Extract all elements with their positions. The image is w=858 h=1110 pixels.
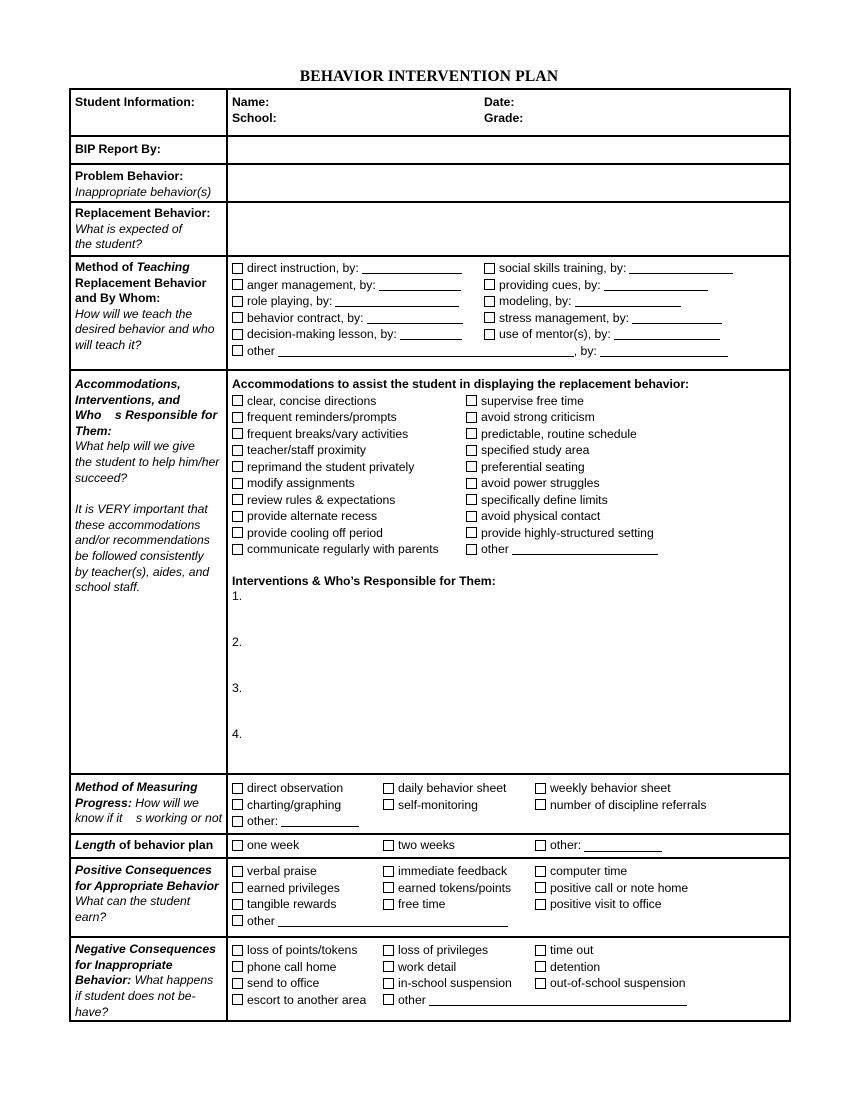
accommodations-note-1: It is VERY important that [75, 502, 208, 517]
replacement-behavior-sub-2: the student? [75, 237, 143, 252]
measuring-option[interactable]: daily behavior sheet [383, 780, 535, 797]
accommodations-note-2: these accommodations [75, 517, 201, 532]
checkbox[interactable] [383, 783, 394, 794]
checkbox[interactable] [232, 994, 243, 1005]
checkbox[interactable] [232, 412, 243, 423]
checkbox[interactable] [383, 799, 394, 810]
measuring-option[interactable]: charting/graphing [232, 797, 383, 814]
bip-report-field[interactable] [227, 136, 790, 164]
measuring-row [70, 774, 790, 834]
accommodations-sub-3: succeed? [75, 470, 128, 485]
negative-option[interactable]: detention [535, 959, 785, 976]
checkbox[interactable] [232, 783, 243, 794]
measuring-label-b: Measuring [136, 780, 198, 795]
intervention-line-1[interactable]: 1. [232, 589, 243, 604]
school-field[interactable]: School: [232, 110, 277, 125]
checkbox[interactable] [232, 279, 243, 290]
bip-report-label: BIP Report By: [75, 142, 161, 156]
accommodation-option[interactable]: supervise free time [466, 393, 785, 410]
accommodation-option[interactable]: specified study area [466, 442, 785, 459]
checkbox[interactable] [535, 882, 546, 893]
blank-line[interactable] [629, 262, 733, 274]
blank-line[interactable] [335, 295, 459, 307]
method-option[interactable]: direct instruction, by: [232, 260, 484, 277]
checkbox[interactable] [232, 945, 243, 956]
method-option[interactable]: decision-making lesson, by: [232, 326, 484, 343]
checkbox[interactable] [383, 961, 394, 972]
method-option[interactable]: behavior contract, by: [232, 310, 484, 327]
blank-line[interactable] [600, 345, 728, 357]
measuring-label-2a: Progress: [75, 795, 132, 810]
checkbox[interactable] [466, 527, 477, 538]
length-option[interactable]: one week [232, 838, 383, 854]
method-sub-2: desired behavior and who [75, 322, 215, 337]
method-other-option[interactable]: other , by: [232, 343, 785, 360]
checkbox[interactable] [232, 478, 243, 489]
negative-label-3b: What happens [131, 973, 214, 988]
negative-option[interactable]: out-of-school suspension [535, 975, 785, 992]
negative-option[interactable]: loss of points/tokens [232, 942, 383, 959]
checkbox[interactable] [232, 799, 243, 810]
blank-line[interactable] [367, 312, 463, 324]
accommodation-option[interactable]: review rules & expectations [232, 492, 466, 509]
intervention-line-3[interactable]: 3. [232, 681, 243, 696]
measuring-label-2b: How will we [131, 795, 199, 810]
accommodation-option[interactable]: predictable, routine schedule [466, 426, 785, 443]
blank-line[interactable] [614, 328, 720, 340]
grade-field[interactable]: Grade: [484, 110, 524, 125]
checkbox[interactable] [484, 263, 495, 274]
blank-line[interactable] [429, 994, 687, 1006]
method-label-a: Method of [75, 260, 137, 274]
interventions-heading: Interventions & Who’s Responsible for Them: [232, 573, 496, 588]
accommodation-option[interactable]: avoid strong criticism [466, 409, 785, 426]
method-option[interactable]: social skills training, by: [484, 260, 785, 277]
checkbox[interactable] [535, 840, 546, 851]
accommodation-option[interactable]: frequent breaks/vary activities [232, 426, 466, 443]
checkbox[interactable] [232, 329, 243, 340]
checkbox[interactable] [232, 866, 243, 877]
positive-option[interactable]: positive call or note home [535, 880, 785, 897]
checkbox[interactable] [232, 527, 243, 538]
method-label-3: and By Whom: [75, 291, 161, 306]
method-option[interactable]: use of mentor(s), by: [484, 326, 785, 343]
negative-option[interactable]: send to office [232, 975, 383, 992]
accommodations-note-5: by teacher(s), aides, and [75, 564, 210, 579]
checkbox[interactable] [466, 494, 477, 505]
negative-option[interactable]: in-school suspension [383, 975, 535, 992]
problem-behavior-field[interactable] [227, 164, 790, 202]
positive-option[interactable]: free time [383, 896, 535, 913]
checkbox[interactable] [535, 866, 546, 877]
checkbox[interactable] [466, 461, 477, 472]
blank-line[interactable] [281, 815, 359, 827]
measuring-label-a: Method of [75, 780, 137, 795]
checkbox[interactable] [232, 544, 243, 555]
checkbox[interactable] [484, 312, 495, 323]
accommodations-label-3: Who s Responsible for [75, 408, 218, 423]
date-field[interactable]: Date: [484, 95, 515, 109]
student-info-label: Student Information: [75, 95, 195, 109]
bip-report-row [70, 136, 790, 164]
accommodation-option[interactable]: provide highly-structured setting [466, 525, 785, 542]
replacement-behavior-field[interactable] [227, 202, 790, 256]
checkbox[interactable] [232, 428, 243, 439]
positive-option[interactable]: computer time [535, 863, 785, 880]
student-info-row [70, 89, 790, 136]
blank-line[interactable] [278, 915, 508, 927]
accommodations-note-4: be followed consistently [75, 548, 204, 563]
checkbox[interactable] [232, 882, 243, 893]
accommodation-option[interactable]: teacher/staff proximity [232, 442, 466, 459]
checkbox[interactable] [535, 783, 546, 794]
replacement-behavior-sub-1: What is expected of [75, 221, 183, 236]
measuring-label-3: know if it s working or not [75, 811, 222, 826]
checkbox[interactable] [232, 899, 243, 910]
accommodations-label-2: Interventions, and [75, 392, 180, 407]
checkbox[interactable] [232, 461, 243, 472]
checkbox[interactable] [466, 412, 477, 423]
blank-line[interactable] [604, 279, 708, 291]
measuring-option[interactable]: direct observation [232, 780, 383, 797]
negative-sub-1: if student does not be- [75, 988, 196, 1003]
positive-option[interactable]: immediate feedback [383, 863, 535, 880]
replacement-behavior-label: Replacement Behavior: [75, 206, 211, 220]
accommodations-label-1: Accommodations, [75, 377, 181, 391]
blank-line[interactable] [278, 345, 574, 357]
checkbox[interactable] [232, 511, 243, 522]
accommodation-option[interactable]: preferential seating [466, 459, 785, 476]
checkbox[interactable] [466, 478, 477, 489]
accommodation-option[interactable]: avoid physical contact [466, 508, 785, 525]
accommodation-option[interactable]: specifically define limits [466, 492, 785, 509]
negative-sub-2: have? [75, 1004, 109, 1019]
checkbox[interactable] [232, 296, 243, 307]
method-option[interactable]: stress management, by: [484, 310, 785, 327]
accommodations-heading: Accommodations to assist the student in displaying the replacement behavior: [232, 377, 690, 391]
accommodation-option[interactable]: modify assignments [232, 475, 466, 492]
positive-row [70, 858, 790, 937]
length-option[interactable]: other: [535, 838, 785, 854]
method-option[interactable]: role playing, by: [232, 293, 484, 310]
length-label-b: of behavior plan [115, 838, 214, 853]
bip-form [69, 88, 791, 1022]
checkbox[interactable] [466, 395, 477, 406]
name-field[interactable]: Name: [232, 95, 270, 109]
checkbox[interactable] [232, 312, 243, 323]
length-option[interactable]: two weeks [383, 838, 535, 854]
checkbox[interactable] [232, 345, 243, 356]
problem-behavior-row [70, 164, 790, 202]
checkbox[interactable] [535, 945, 546, 956]
measuring-option[interactable]: number of discipline referrals [535, 797, 785, 814]
checkbox[interactable] [383, 994, 394, 1005]
method-teaching-row [70, 256, 790, 370]
accommodation-option[interactable]: provide alternate recess [232, 508, 466, 525]
length-label-a: Length [75, 838, 116, 853]
accommodation-option[interactable]: reprimand the student privately [232, 459, 466, 476]
accommodation-option[interactable]: provide cooling off period [232, 525, 466, 542]
checkbox[interactable] [232, 395, 243, 406]
blank-line[interactable] [379, 279, 461, 291]
positive-option[interactable]: earned privileges [232, 880, 383, 897]
checkbox[interactable] [232, 494, 243, 505]
method-sub-3: will teach it? [75, 337, 142, 352]
problem-behavior-sub: Inappropriate behavior(s) [75, 184, 212, 199]
checkbox[interactable] [484, 296, 495, 307]
negative-label-2: for Inappropriate [75, 957, 173, 972]
method-label-2: Replacement Behavior [75, 275, 207, 290]
checkbox[interactable] [232, 961, 243, 972]
checkbox[interactable] [383, 978, 394, 989]
negative-label-1: Negative Consequences [75, 942, 216, 957]
accommodations-sub-2: the student to help him/her [75, 454, 220, 469]
problem-behavior-label: Problem Behavior: [75, 169, 184, 183]
checkbox[interactable] [466, 544, 477, 555]
negative-option[interactable]: phone call home [232, 959, 383, 976]
blank-line[interactable] [632, 312, 722, 324]
checkbox[interactable] [232, 263, 243, 274]
negative-label-3a: Behavior: [75, 973, 132, 988]
accommodation-option[interactable]: other [466, 541, 785, 558]
measuring-option[interactable]: weekly behavior sheet [535, 780, 785, 797]
positive-sub-1: What can the student [75, 894, 191, 909]
blank-line[interactable] [584, 840, 662, 852]
checkbox[interactable] [466, 445, 477, 456]
checkbox[interactable] [484, 279, 495, 290]
checkbox[interactable] [535, 899, 546, 910]
checkbox[interactable] [466, 428, 477, 439]
accommodations-note-3: and/or recommendations [75, 533, 210, 548]
accommodation-option[interactable]: avoid power struggles [466, 475, 785, 492]
checkbox[interactable] [232, 816, 243, 827]
negative-option[interactable]: time out [535, 942, 785, 959]
accommodation-option[interactable]: clear, concise directions [232, 393, 466, 410]
positive-other-option[interactable]: other [232, 913, 785, 930]
checkbox[interactable] [383, 866, 394, 877]
accommodations-row [70, 370, 790, 774]
positive-option[interactable]: verbal praise [232, 863, 383, 880]
method-label-b: Teaching [136, 260, 190, 274]
accommodations-label-4: Them: [75, 423, 112, 438]
accommodations-sub-1: What help will we give [75, 439, 195, 454]
measuring-option[interactable]: other: [232, 813, 383, 830]
checkbox[interactable] [535, 799, 546, 810]
intervention-line-2[interactable]: 2. [232, 635, 243, 650]
method-option[interactable]: anger management, by: [232, 277, 484, 294]
length-row [70, 834, 790, 858]
checkbox[interactable] [232, 915, 243, 926]
checkbox[interactable] [484, 329, 495, 340]
negative-option[interactable]: escort to another area [232, 992, 383, 1009]
checkbox[interactable] [466, 511, 477, 522]
checkbox[interactable] [232, 840, 243, 851]
blank-line[interactable] [362, 262, 462, 274]
blank-line[interactable] [512, 543, 658, 555]
checkbox[interactable] [535, 978, 546, 989]
checkbox[interactable] [535, 961, 546, 972]
checkbox[interactable] [232, 445, 243, 456]
checkbox[interactable] [383, 899, 394, 910]
method-sub-1: How will we teach the [75, 306, 193, 321]
checkbox[interactable] [383, 840, 394, 851]
blank-line[interactable] [575, 295, 681, 307]
negative-option[interactable]: other [383, 992, 785, 1009]
checkbox[interactable] [383, 882, 394, 893]
method-option[interactable]: modeling, by: [484, 293, 785, 310]
positive-label-2: for Appropriate Behavior [75, 878, 219, 893]
accommodations-note-6: school staff. [75, 580, 141, 595]
positive-sub-2: earn? [75, 909, 107, 924]
replacement-behavior-row [70, 202, 790, 256]
accommodation-option[interactable]: frequent reminders/prompts [232, 409, 466, 426]
measuring-option[interactable]: self-monitoring [383, 797, 535, 814]
page-title: BEHAVIOR INTERVENTION PLAN [299, 68, 559, 85]
intervention-line-4[interactable]: 4. [232, 727, 243, 742]
positive-label-1: Positive Consequences [75, 863, 212, 878]
positive-option[interactable]: earned tokens/points [383, 880, 535, 897]
blank-line[interactable] [400, 328, 462, 340]
negative-row [70, 937, 790, 1021]
checkbox[interactable] [383, 945, 394, 956]
negative-option[interactable]: work detail [383, 959, 535, 976]
negative-option[interactable]: loss of privileges [383, 942, 535, 959]
accommodation-option[interactable]: communicate regularly with parents [232, 541, 466, 558]
checkbox[interactable] [232, 978, 243, 989]
method-option[interactable]: providing cues, by: [484, 277, 785, 294]
positive-option[interactable]: positive visit to office [535, 896, 785, 913]
positive-option[interactable]: tangible rewards [232, 896, 383, 913]
